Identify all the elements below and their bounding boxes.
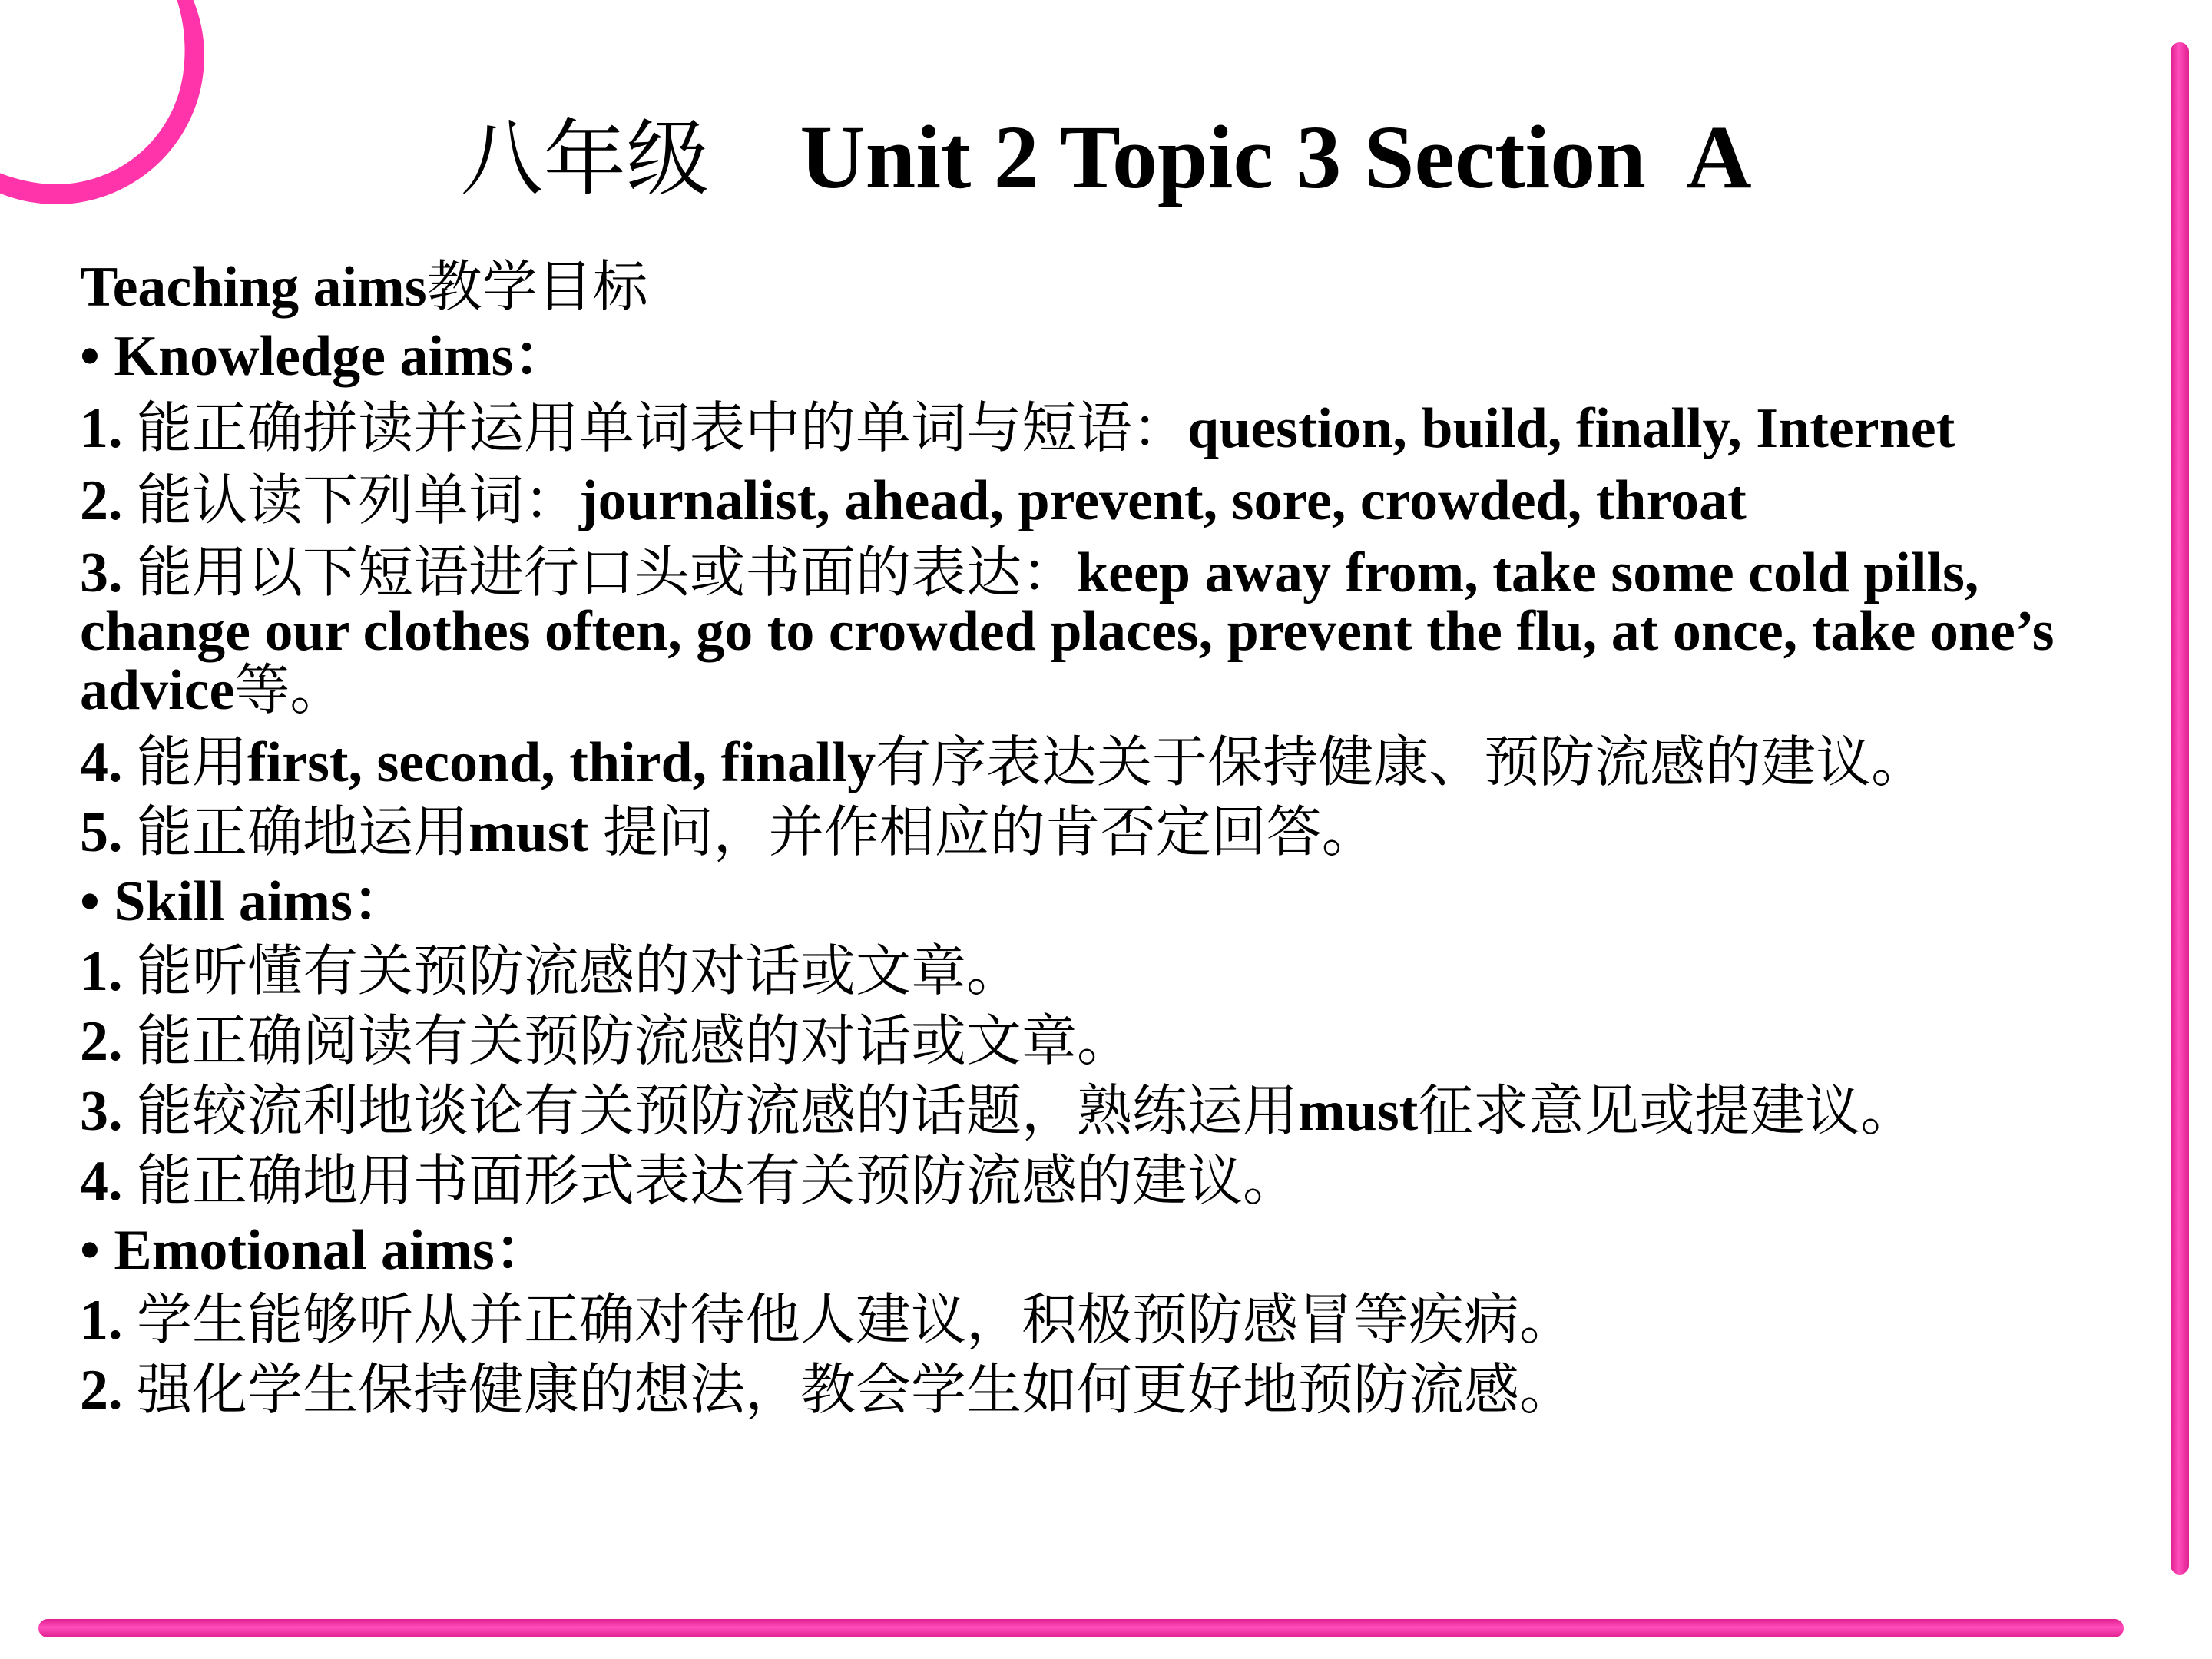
section-heading-emotional-aims: • Emotional aims： [80,1219,551,1282]
skill-aim-2: 2. 能正确阅读有关预防流感的对话或文章。 [80,1008,1133,1073]
bottom-border-bar [38,1619,2124,1637]
knowledge-aim-4: 4. 能用first, second, third, finally有序表达关于保持健康、预防流感的建议。 [80,730,1927,794]
slide-title [0,100,2212,217]
emotional-aim-2: 2. 强化学生保持健康的想法，教会学生如何更好地预防流感。 [80,1357,1575,1422]
knowledge-aim-1: 1. 能正确拼读并运用单词表中的单词与短语：question, build, finally, Internet [80,396,1955,460]
skill-aim-1: 1. 能听懂有关预防流感的对话或文章。 [80,939,1022,1003]
title-grade: 八年级 [460,111,710,207]
section-heading-knowledge-aims: • Knowledge aims： [80,325,571,388]
section-heading-teaching-aims: Teaching aims教学目标 [80,254,648,319]
title-unit: Unit 2 Topic 3 Section A [800,107,1752,207]
knowledge-aim-2: 2. 能认读下列单词：journalist, ahead, prevent, sore, crowded, throat [80,468,1747,532]
right-border-bar [2171,42,2189,1575]
knowledge-aim-5: 5. 能正确地运用must 提问，并作相应的肯否定回答。 [80,800,1377,864]
skill-aim-4: 4. 能正确地用书面形式表达有关预防流感的建议。 [80,1148,1299,1213]
emotional-aim-1: 1. 学生能够听从并正确对待他人建议，积极预防感冒等疾病。 [80,1287,1575,1352]
slide-content [80,252,2138,1425]
knowledge-aim-3: 3. 能用以下短语进行口头或书面的表达：keep away from, take some cold pills, change our clothes often, go to crowded places, prevent the flu, at once, take one’s advice等。 [80,540,2055,722]
section-heading-skill-aims: • Skill aims： [80,870,409,933]
skill-aim-3: 3. 能较流利地谈论有关预防流感的话题，熟练运用must征求意见或提建议。 [80,1078,1916,1143]
